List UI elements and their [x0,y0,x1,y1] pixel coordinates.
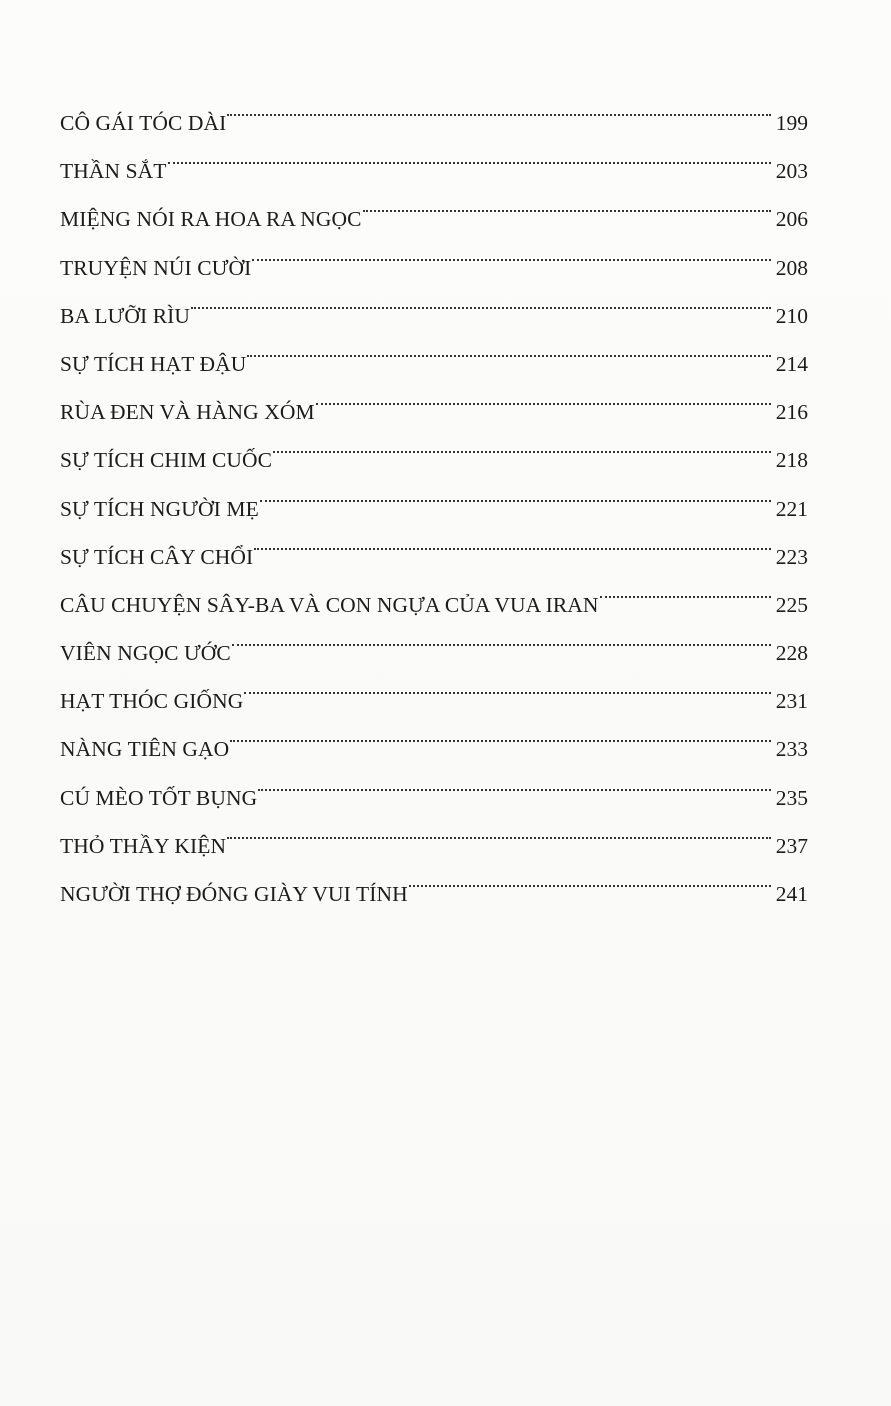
toc-dot-leader [273,419,771,467]
toc-entry-title: CÂU CHUYỆN SÂY-BA VÀ CON NGỰA CỦA VUA IRAN [60,592,599,617]
toc-entry-page: 231 [775,689,808,714]
toc-entry-title: CÚ MÈO TỐT BỤNG [60,785,258,810]
toc-entry-title: SỰ TÍCH CÂY CHỔI [60,544,254,569]
toc-entry-title: HẠT THÓC GIỐNG [60,689,244,714]
toc-entry-title: BA LƯỠI RÌU [60,303,191,328]
toc-entry-page: 233 [775,737,808,762]
toc-entry-title: THẦN SẮT [60,159,167,184]
toc-dot-leader [363,178,771,226]
toc-dot-leader [254,516,771,564]
toc-dot-leader [316,371,771,419]
toc-dot-leader [227,805,771,853]
toc-entry-page: 216 [775,400,808,425]
toc-dot-leader [230,708,771,756]
toc-entry-page: 228 [775,641,808,666]
toc-dot-leader [600,564,771,612]
toc-entry-page: 241 [775,882,808,906]
toc-entry-page: 210 [775,303,808,328]
toc-entry-page: 221 [775,496,808,521]
toc-entry-title: THỎ THẦY KIỆN [60,833,227,858]
toc-entry-page: 214 [775,351,808,376]
toc-dot-leader [247,323,771,371]
toc-entry-title: VIÊN NGỌC ƯỚC [60,641,231,666]
toc-entry-title: SỰ TÍCH NGƯỜI MẸ [60,496,259,521]
toc-entry-title: MIỆNG NÓI RA HOA RA NGỌC [60,207,362,232]
toc-entry-page: 218 [775,448,808,473]
toc-entry-title: SỰ TÍCH HẠT ĐẬU [60,351,247,376]
toc-entry [60,82,808,135]
toc-entry-page: 225 [775,592,808,617]
toc-entry-title: NÀNG TIÊN GẠO [60,737,230,762]
toc-dot-leader [260,468,771,516]
toc-entry-title: CÔ GÁI TÓC DÀI [60,111,227,135]
table-of-contents [60,82,808,906]
toc-entry-page: 223 [775,544,808,569]
toc-entry-page: 235 [775,785,808,810]
toc-dot-leader [244,660,771,708]
toc-dot-leader [409,853,771,901]
toc-entry-title: RÙA ĐEN VÀ HÀNG XÓM [60,400,315,425]
toc-dot-leader [227,82,771,130]
toc-entry [60,178,808,232]
toc-dot-leader [232,612,771,660]
toc-entry-page: 199 [775,111,808,135]
toc-entry-page: 206 [775,207,808,232]
toc-entry-page: 203 [775,159,808,184]
toc-entry-title: TRUYỆN NÚI CƯỜI [60,255,252,280]
toc-dot-leader [258,757,771,805]
toc-entry-page: 237 [775,833,808,858]
toc-dot-leader [168,130,771,178]
toc-entry-title: SỰ TÍCH CHIM CUỐC [60,448,273,473]
toc-entry-page: 208 [775,255,808,280]
toc-entry-title: NGƯỜI THỢ ĐÓNG GIÀY VUI TÍNH [60,882,408,906]
toc-dot-leader [191,275,771,323]
toc-entry [60,130,808,184]
toc-dot-leader [252,227,771,275]
